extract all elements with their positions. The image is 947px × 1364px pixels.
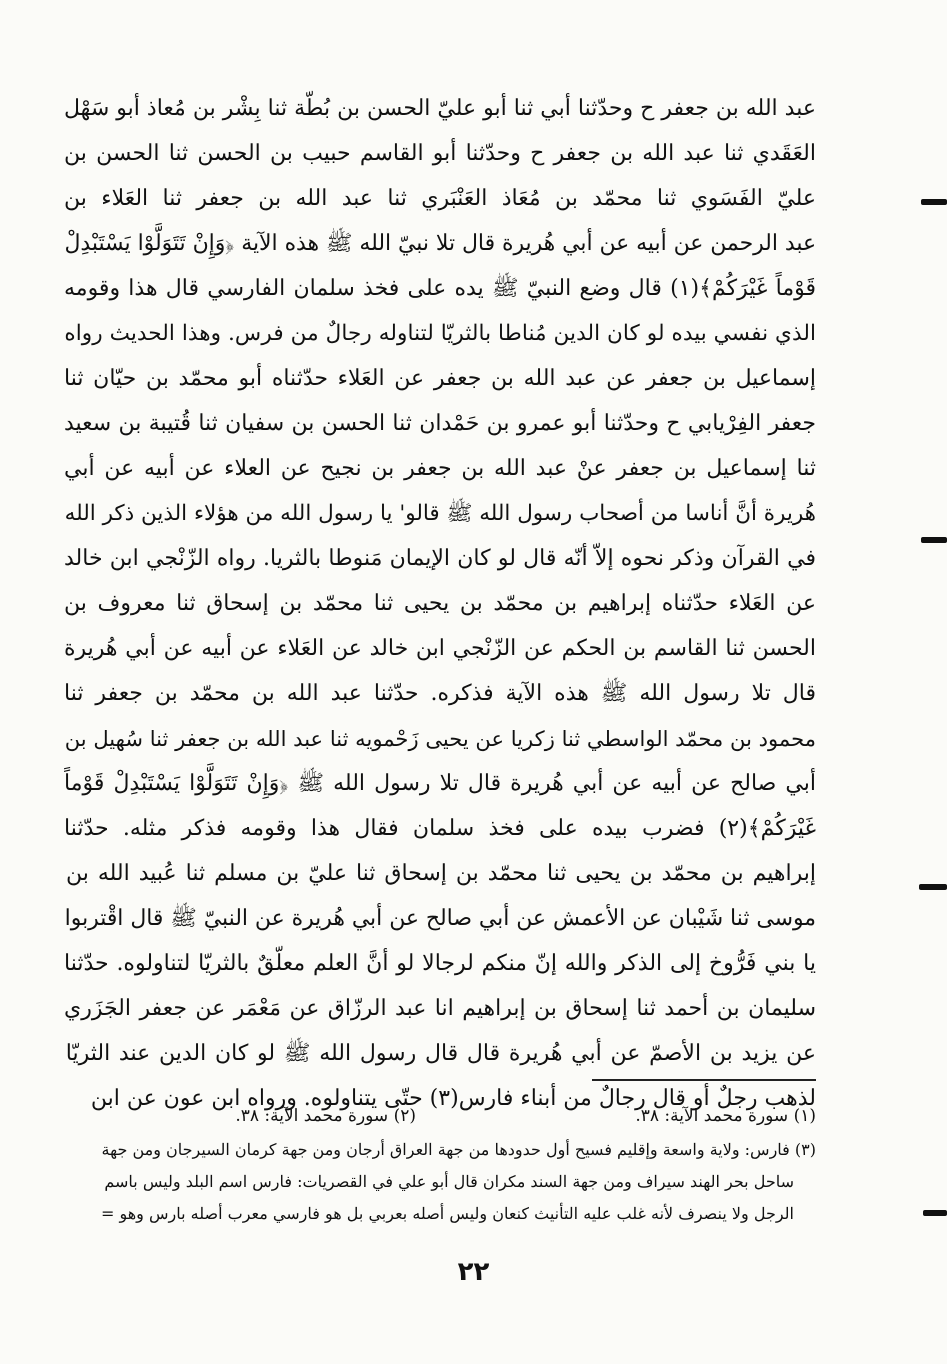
text-line: عن يزيد بن الأصمّ عن أبي هُريرة قال قال رسول الله ﷺ لو كان الدين عند الثريّا [65,1041,816,1066]
text-line: الحسن ثنا القاسم بن الحكم عن الزّنْجي ابن خالد عن العَلاء عن أبيه عن أبي هُريرة [64,636,816,661]
scan-edge-mark [921,199,947,205]
text-line: لذهب رجلٌ أو قال رجالٌ من أبناء فارس(٣) حتّى يتناولوه. ورواه ابن عون عن ابن [90,1086,816,1111]
text-line: موسى ثنا شَيْبان عن الأعمش عن أبي صالح عن أبي هُريرة عن النبيّ ﷺ قال اقْتربوا [64,906,816,931]
text-line: يا بني فَرُّوخ إلى الذكر والله إنّ منكم لرجالا لو أنَّ العلم معلّقٌ بالثريّا لتناولوه. حدّثنا [64,951,816,976]
text-line: ثنا إسماعيل بن جعفر عنْ عبد الله بن جعفر بن نجيح عن العلاء عن أبيه عن أبي [64,456,816,481]
footnote-divider [592,1079,816,1081]
text-line: عن العَلاء حدّثناه إبراهيم بن محمّد بن يحيى ثنا محمّد بن إسحاق ثنا معروف بن [64,591,816,616]
text-line: عليّ الفَسَوي ثنا محمّد بن مُعَاذ العَنْبَري ثنا عبد الله بن جعفر ثنا العَلاء بن [64,186,816,211]
text-line: قَوْماً غَيْرَكُمْ﴾(١) قال وضع النبيّ ﷺ يده على فخذ سلمان الفارسي قال هذا وقومه [64,276,816,301]
footnote-row [54,1098,816,1134]
footnote-1: (١) سورة محمد الآية: ٣٨. [635,1106,816,1126]
text-line: في القرآن وذكر نحوه إلاّ أنّه قال لو كان الإيمان مَنوطا بالثريا. رواه الزّنْجي ابن خالد [64,546,816,571]
main-text [64,86,816,1121]
text-line: إبراهيم بن محمّد بن يحيى ثنا محمّد بن إسحاق ثنا عليّ بن مسلم ثنا عُبيد الله بن [65,861,816,886]
text-line: أبي صالح عن أبيه عن أبي هُريرة قال تلا رسول الله ﷺ ﴿وَإِنْ تَتَوَلَّوْا يَسْتَبْدِلْ قَوْماً [64,771,816,796]
text-line: العَقَدي ثنا عبد الله بن جعفر ح وحدّثنا أبو القاسم حبيب بن الحسن ثنا الحسن بن [64,141,816,166]
text-line: قال تلا رسول الله ﷺ هذه الآية فذكره. حدّثنا عبد الله بن محمّد بن جعفر ثنا [64,681,816,706]
scan-edge-mark [919,884,947,890]
page-number: ٢٢ [457,1257,490,1287]
text-line: إسماعيل بن جعفر عن عبد الله بن جعفر عن العَلاء حدّثناه أبو محمّد بن حيّان ثنا [64,366,816,391]
footnote-3-line: الرجل ولا ينصرف لأنه غلب عليه التأنيث كنعان وليس أصله بعربي بل هو فارسي معرب أصله بارس وهو = [100,1204,794,1223]
footnotes [54,1098,816,1230]
footnote-2: (٢) سورة محمد الآية: ٣٨. [235,1106,416,1126]
text-line: الذي نفسي بيده لو كان الدين مُناطا بالثريّا لتناوله رجالٌ من فرس. وهذا الحديث رواه [64,321,816,346]
scan-edge-mark [923,1210,947,1216]
text-line: سليمان بن أحمد ثنا إسحاق بن إبراهيم انا عبد الرزّاق عن مَعْمَر عن جعفر الجَزَري [64,996,816,1021]
text-line: محمود بن محمّد الواسطي ثنا زكريا عن يحيى زَحْمويه ثنا عبد الله بن جعفر ثنا سُهيل بن [64,726,816,751]
footnote-3-line: (٣) فارس: ولاية واسعة وإقليم فسيح أول حدودها من جهة العراق أرجان ومن جهة كرمان السيرجان ومن جهة [101,1140,816,1159]
text-line: عبد الله بن جعفر ح وحدّثنا أبي ثنا أبو عليّ الحسن بن بُطّة ثنا بِشْر بن مُعاذ أبو سَهْل [64,96,816,121]
footnote-3-line: ساحل بحر الهند سيراف ومن جهة السند مكران قال أبو علي في القصريات: فارس اسم البلد وليس باسم [104,1172,794,1191]
text-line: عبد الرحمن عن أبيه عن أبي هُريرة قال تلا نبيّ الله ﷺ هذه الآية ﴿وَإِنْ تَتَوَلَّوْا يَسْتَبْدِلْ [64,231,816,256]
text-line: جعفر الفِرْيابي ح وحدّثنا أبو عمرو بن حَمْدان ثنا الحسن بن سفيان ثنا قُتيبة بن سعيد [64,411,816,436]
scan-edge-mark [921,537,947,543]
text-line: غَيْرَكُمْ﴾(٢) فضرب بيده على فخذ سلمان فقال هذا وقومه فذكر مثله. حدّثنا [64,816,816,841]
text-line: هُريرة أنَّ أناسا من أصحاب رسول الله ﷺ قالو' يا رسول الله من هؤلاء الذين ذكر الله [64,501,816,526]
